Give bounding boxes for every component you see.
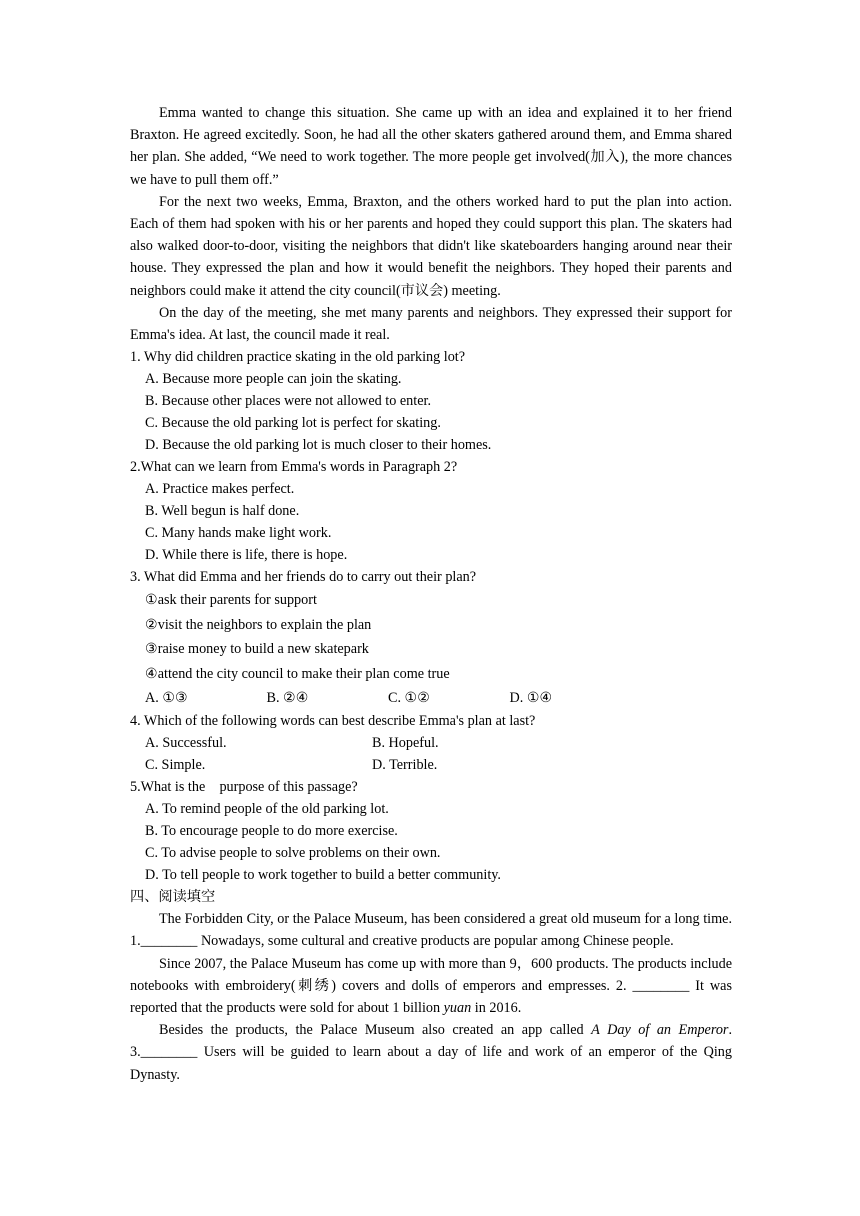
question-5-option-c: C. To advise people to solve problems on their own.: [145, 845, 441, 862]
question-3-option-b: B. ②④: [266, 690, 309, 707]
question-2-option-b: B. Well begun is half done.: [145, 503, 300, 520]
question-5-stem: 5.What is the purpose of this passage?: [130, 779, 358, 796]
question-2-option-d: D. While there is life, there is hope.: [145, 547, 348, 564]
question-3-option-a: A. ①③: [145, 690, 188, 707]
passage-paragraph-3: On the day of the meeting, she met many parents and neighbors. They expressed their support for Emma's idea. At last, the council made it real.: [130, 304, 732, 344]
question-4-option-d: D. Terrible.: [372, 757, 438, 774]
section-4-heading: 四、阅读填空: [130, 889, 216, 906]
question-5-option-a: A. To remind people of the old parking lot.: [145, 801, 389, 818]
question-3-item-2: ②visit the neighbors to explain the plan: [145, 616, 372, 633]
question-5-option-d: D. To tell people to work together to build a better community.: [145, 867, 501, 884]
question-3-item-1: ①ask their parents for support: [145, 592, 317, 609]
section-4-paragraph-2-end: in 2016.: [471, 1000, 522, 1017]
question-4-option-a: A. Successful.: [145, 735, 227, 752]
passage-paragraph-2: For the next two weeks, Emma, Braxton, and the others worked hard to put the plan into action. Each of them had spoken with his or her parents and hoped they could support this plan. The skaters had also walked door-to-door, visiting the neighbors that didn't like skateboarders hanging around near their house. They expressed the plan and how it would benefit the neighbors. They hoped their parents and neighbors could make it attend the city council(市议会) meeting.: [130, 193, 732, 299]
question-2-option-c: C. Many hands make light work.: [145, 525, 332, 542]
question-1-option-b: B. Because other places were not allowed to enter.: [145, 393, 432, 410]
page-content: [130, 102, 732, 1086]
question-2-stem: 2.What can we learn from Emma's words in Paragraph 2?: [130, 459, 458, 476]
question-4-option-b: B. Hopeful.: [372, 735, 439, 752]
section-4-paragraph-3-text: Besides the products, the Palace Museum also created an app called: [159, 1022, 592, 1039]
section-4-paragraph-2-italic: yuan: [443, 1000, 472, 1017]
section-4-paragraph-3: [130, 1019, 732, 1086]
question-1-option-c: C. Because the old parking lot is perfect for skating.: [145, 415, 441, 432]
section-4-paragraph-1: The Forbidden City, or the Palace Museum, has been considered a great old museum for a long time. 1.________ Nowadays, some cultural and creative products are popular among Chinese people.: [130, 911, 732, 950]
question-5-option-b: B. To encourage people to do more exercise.: [145, 823, 398, 840]
question-3-option-c: C. ①②: [388, 690, 430, 707]
question-4-option-c: C. Simple.: [145, 757, 206, 774]
question-1-option-d: D. Because the old parking lot is much closer to their homes.: [145, 437, 492, 454]
question-3-options: [130, 686, 732, 710]
section-4-paragraph-3-app-title: A Day of an Emperor: [591, 1022, 729, 1039]
question-4-options-row-2: [130, 754, 732, 776]
section-4-paragraph-2: [130, 953, 732, 1020]
question-1-stem: 1. Why did children practice skating in the old parking lot?: [130, 349, 466, 366]
question-4-stem: 4. Which of the following words can best describe Emma's plan at last?: [130, 713, 536, 730]
question-4-options-row-1: [130, 732, 732, 754]
question-3-item-3: ③raise money to build a new skatepark: [145, 641, 369, 658]
question-1-option-a: A. Because more people can join the skating.: [145, 371, 402, 388]
question-3-stem: 3. What did Emma and her friends do to carry out their plan?: [130, 569, 477, 586]
passage-paragraph-1: Emma wanted to change this situation. She came up with an idea and explained it to her friend Braxton. He agreed excitedly. Soon, he had all the other skaters gathered around them, and Emma shared her plan. She added, “We need to work together. The more people get involved(加入), the more chances we have to pull them off.”: [130, 105, 732, 188]
section-4-paragraph-3-end: . 3.________ Users will be guided to learn about a day of life and work of an emperor of the Qing Dynasty.: [130, 1022, 732, 1083]
question-2-option-a: A. Practice makes perfect.: [145, 481, 295, 498]
question-3-option-d: D. ①④: [509, 690, 553, 707]
question-3-item-4: ④attend the city council to make their plan come true: [145, 665, 450, 682]
section-4-paragraph-2-text: Since 2007, the Palace Museum has come up with more than 9，600 products. The products include notebooks with embroidery(刺绣) covers and dolls of emperors and empresses. 2. ________ It was reported that the products were sold for about 1 billion: [130, 955, 732, 1017]
